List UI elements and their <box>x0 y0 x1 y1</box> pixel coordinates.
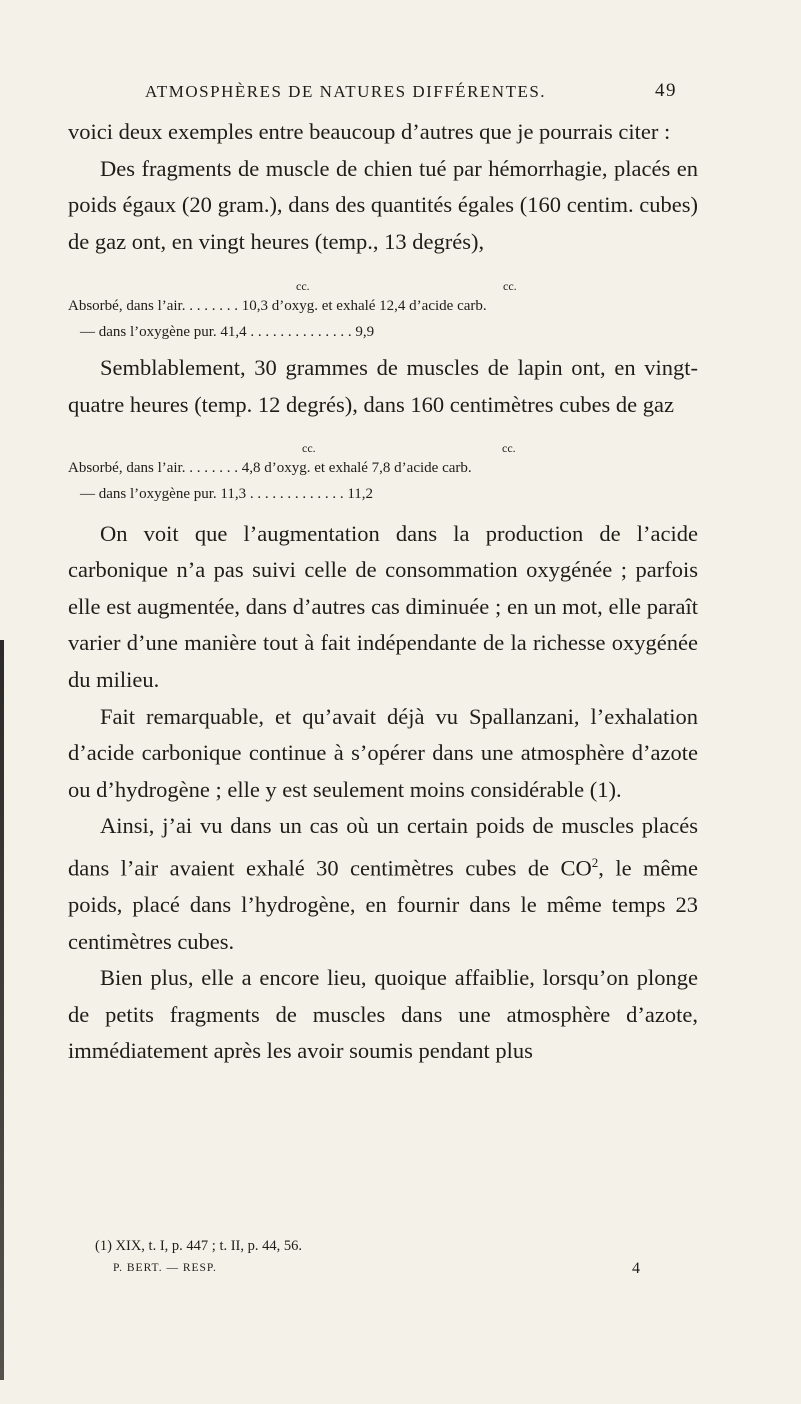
results-table-dog <box>68 266 698 344</box>
paragraph-6 <box>68 808 698 960</box>
signature-mark: 4 <box>632 1260 640 1277</box>
unit-label: cc. <box>302 440 316 455</box>
results-table-rabbit <box>68 428 698 506</box>
table-row: — dans l’oxygène pur. 41,4 . . . . . . . . . . . . . . 9,9 <box>80 324 375 341</box>
page-number: 49 <box>655 80 677 101</box>
paragraph-5: Fait remarquable, et qu’avait déjà vu Spallanzani, l’exhalation d’acide carbonique continue à s’opérer dans une atmosphère d’azote ou d’hydrogène ; elle y est seulement moins considérable (1). <box>68 703 698 802</box>
superscript: 2 <box>591 854 599 870</box>
footnote: (1) XIX, t. I, p. 447 ; t. II, p. 44, 56. <box>95 1238 303 1254</box>
table-row: Absorbé, dans l’air. . . . . . . . 4,8 d’oxyg. et exhalé 7,8 d’acide carb. <box>68 459 472 476</box>
body-text <box>68 114 698 1070</box>
paragraph-1: voici deux exemples entre beaucoup d’autres que je pourrais citer : <box>68 119 671 144</box>
table-row: Absorbé, dans l’air. . . . . . . . 10,3 d’oxyg. et exhalé 12,4 d’acide carb. <box>68 298 487 315</box>
unit-label: cc. <box>502 440 516 455</box>
paragraph-2: Des fragments de muscle de chien tué par hémorrhagie, placés en poids égaux (20 gram.), dans des quantités égales (160 centim. cubes) de gaz ont, en vingt heures (temp., 13 degrés), <box>68 155 698 254</box>
page-edge-shadow <box>0 640 4 1380</box>
running-title: ATMOSPHÈRES DE NATURES DIFFÉRENTES. <box>145 82 547 101</box>
paragraph-3: Semblablement, 30 grammes de muscles de lapin ont, en vingt-quatre heures (temp. 12 degrés), dans 160 centimètres cubes de gaz <box>68 355 698 417</box>
unit-label: cc. <box>503 279 517 294</box>
paragraph-7: Bien plus, elle a encore lieu, quoique affaiblie, lorsqu’on plonge de petits fragments de muscles dans une atmosphère d’azote, immédiatement après les avoir soumis pendant plus <box>68 965 698 1064</box>
paragraph-6-end: , le même poids, placé dans l’hydrogène, en fournir dans le même temps 23 centimètres cubes. <box>68 855 699 954</box>
table-row: — dans l’oxygène pur. 11,3 . . . . . . . . . . . . . 11,2 <box>80 485 374 502</box>
paragraph-4: On voit que l’augmentation dans la production de l’acide carbonique n’a pas suivi celle de consommation oxygénée ; parfois elle est augmentée, dans d’autres cas diminuée ; en un mot, elle paraît varier d’une manière tout à fait indépendante de la richesse oxygénée du milieu. <box>68 520 698 692</box>
paragraph-6-start: Ainsi, j’ai vu dans un cas où un certain poids de muscles placés dans l’air avaient exhalé 30 centimètres cubes de CO <box>68 813 698 881</box>
unit-label: cc. <box>296 279 310 294</box>
printer-signature: P. BERT. — RESP. <box>113 1262 217 1274</box>
